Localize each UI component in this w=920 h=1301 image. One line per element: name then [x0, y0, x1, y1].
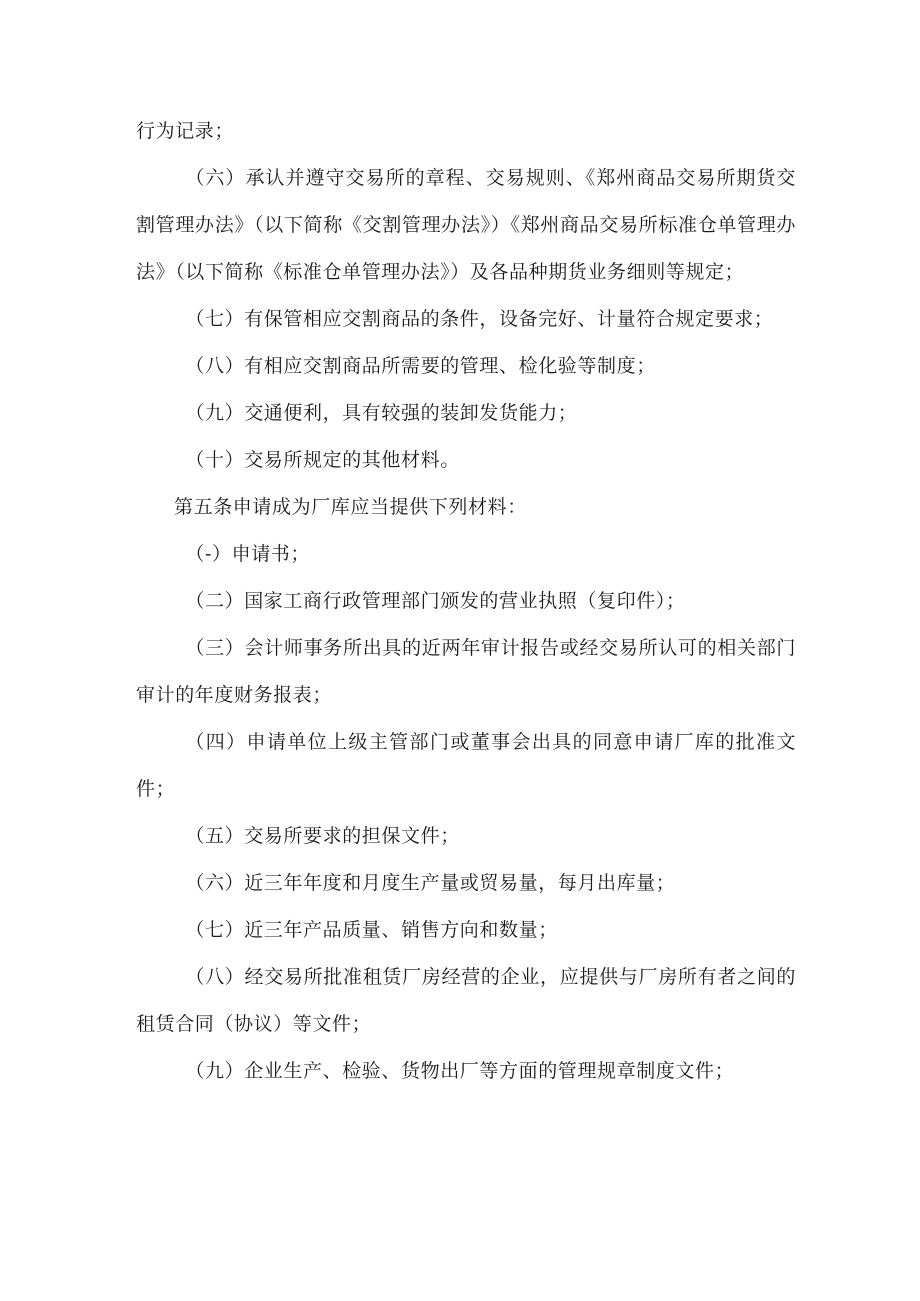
paragraph: （六）近三年年度和月度生产量或贸易量，每月出库量；	[185, 872, 676, 894]
paragraph: （八）经交易所批准租赁厂房经营的企业，应提供与厂房所有者之间的租赁合同（协议）等文件；	[136, 966, 796, 1035]
paragraph: （九）交通便利，具有较强的装卸发货能力；	[185, 402, 578, 424]
article-heading: 第五条申请成为厂库应当提供下列材料：	[174, 496, 527, 518]
paragraph: （二）国家工商行政管理部门颁发的营业执照（复印件）；	[185, 590, 686, 612]
paragraph: （八）有相应交割商品所需要的管理、检化验等制度；	[185, 355, 656, 377]
paragraph: （六）承认并遵守交易所的章程、交易规则、《郑州商品交易所期货交割管理办法》（以下简称《交割管理办法》）《郑州商品交易所标准仓单管理办法》（以下简称《标准仓单管理办法》）及各品种期货业务细则等规定；	[136, 167, 796, 283]
paragraph: （五）交易所要求的担保文件；	[185, 825, 460, 847]
paragraph: 行为记录；	[136, 120, 235, 142]
paragraph: （十）交易所规定的其他材料。	[185, 449, 460, 471]
paragraph: （七）有保管相应交割商品的条件，设备完好、计量符合规定要求；	[185, 308, 774, 330]
document-body	[136, 108, 796, 1095]
paragraph: （九）企业生产、检验、货物出厂等方面的管理规章制度文件；	[185, 1060, 735, 1082]
paragraph: （三）会计师事务所出具的近两年审计报告或经交易所认可的相关部门审计的年度财务报表；	[136, 637, 796, 706]
paragraph: （七）近三年产品质量、销售方向和数量；	[185, 919, 558, 941]
paragraph: （四）申请单位上级主管部门或董事会出具的同意申请厂库的批准文件；	[136, 731, 796, 800]
paragraph: （-）申请书；	[185, 543, 311, 565]
